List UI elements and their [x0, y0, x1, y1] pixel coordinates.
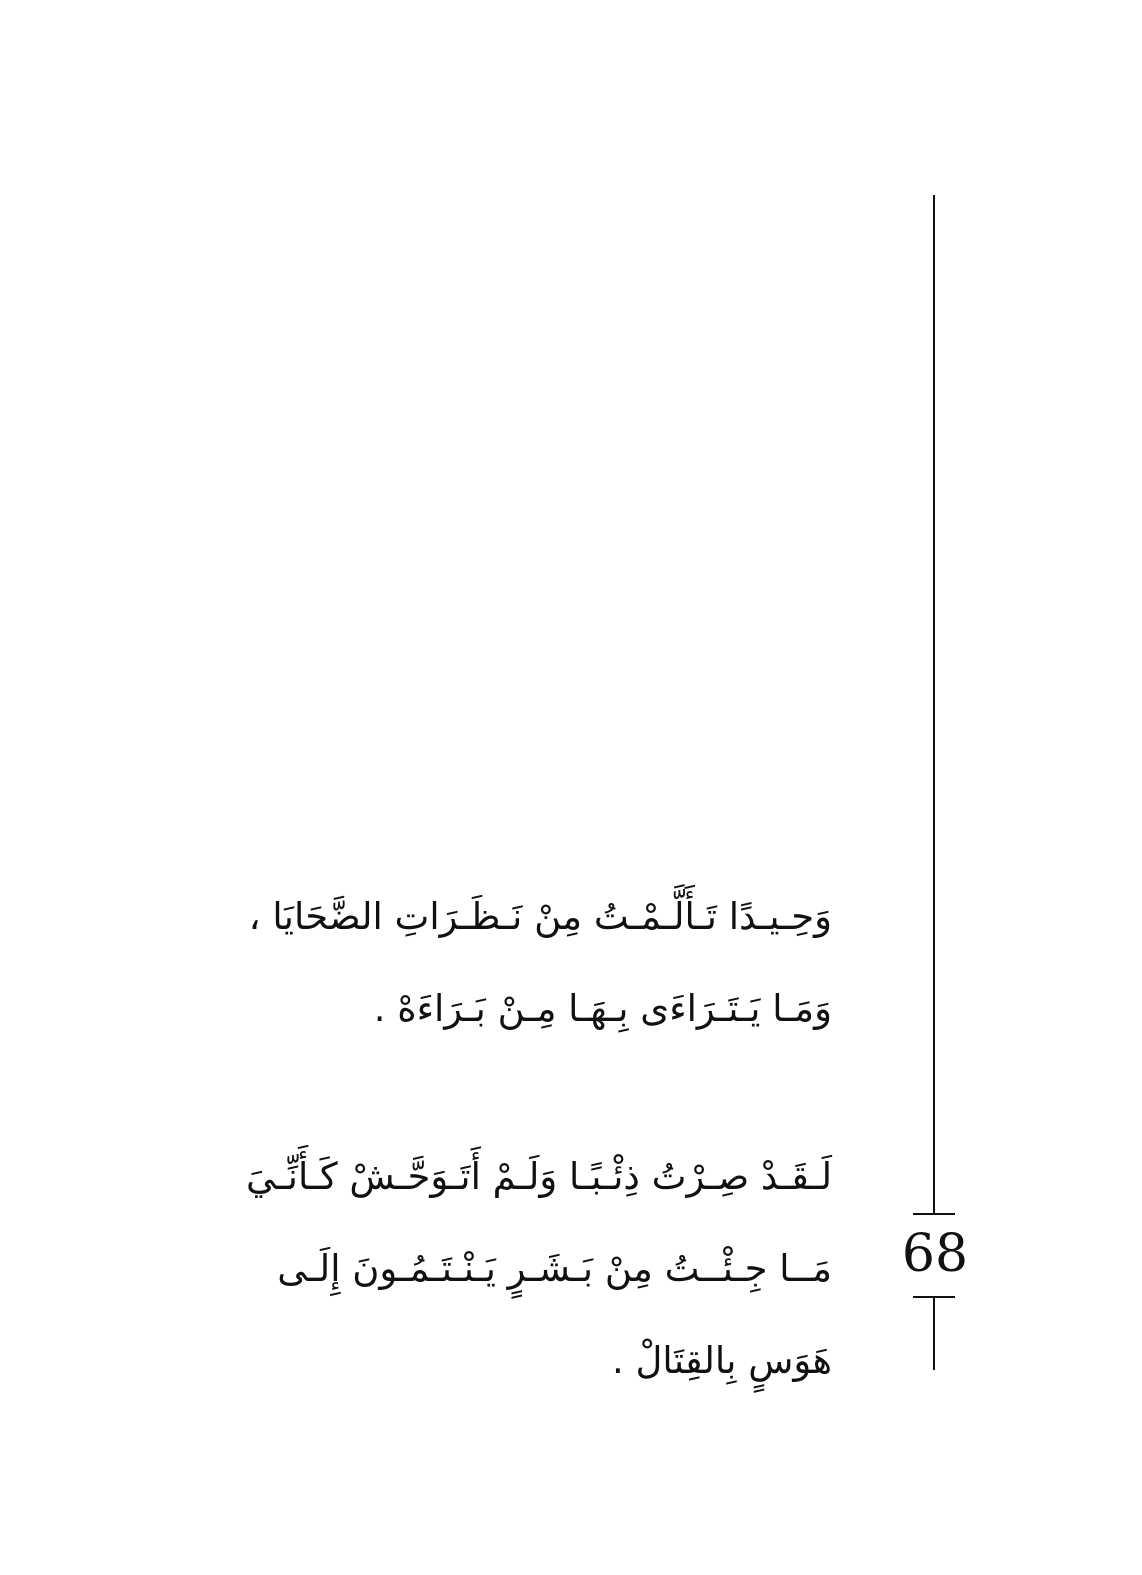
- poem-line: مَــا جِـئْــتُ مِنْ بَـشَـرٍ يَـنْـتَـمُـونَ إِلَـى: [277, 1247, 832, 1290]
- page-number: 68: [901, 1224, 969, 1284]
- poem-line: هَوَسٍ بِالقِتَالْ .: [612, 1339, 832, 1382]
- page-number-tick-top: [913, 1213, 955, 1215]
- poem-line: وَحِـيـدًا تَـأَلَّـمْـتُ مِنْ نَـظَـرَاتِ الضَّحَايَا ،: [248, 895, 832, 938]
- margin-rule-bottom: [933, 1298, 935, 1370]
- poem-line: لَـقَـدْ صِـرْتُ ذِئْـبًـا وَلَـمْ أَتَـوَحَّـشْ كَـأَنِّـيَ: [245, 1155, 832, 1198]
- poem-line: وَمَـا يَـتَـرَاءَى بِـهَـا مِـنْ بَـرَاءَهْ .: [373, 987, 832, 1030]
- margin-rule-top: [933, 195, 935, 1213]
- poem-stanza-2: [112, 1152, 832, 1428]
- poem-stanza-1: [112, 892, 832, 1076]
